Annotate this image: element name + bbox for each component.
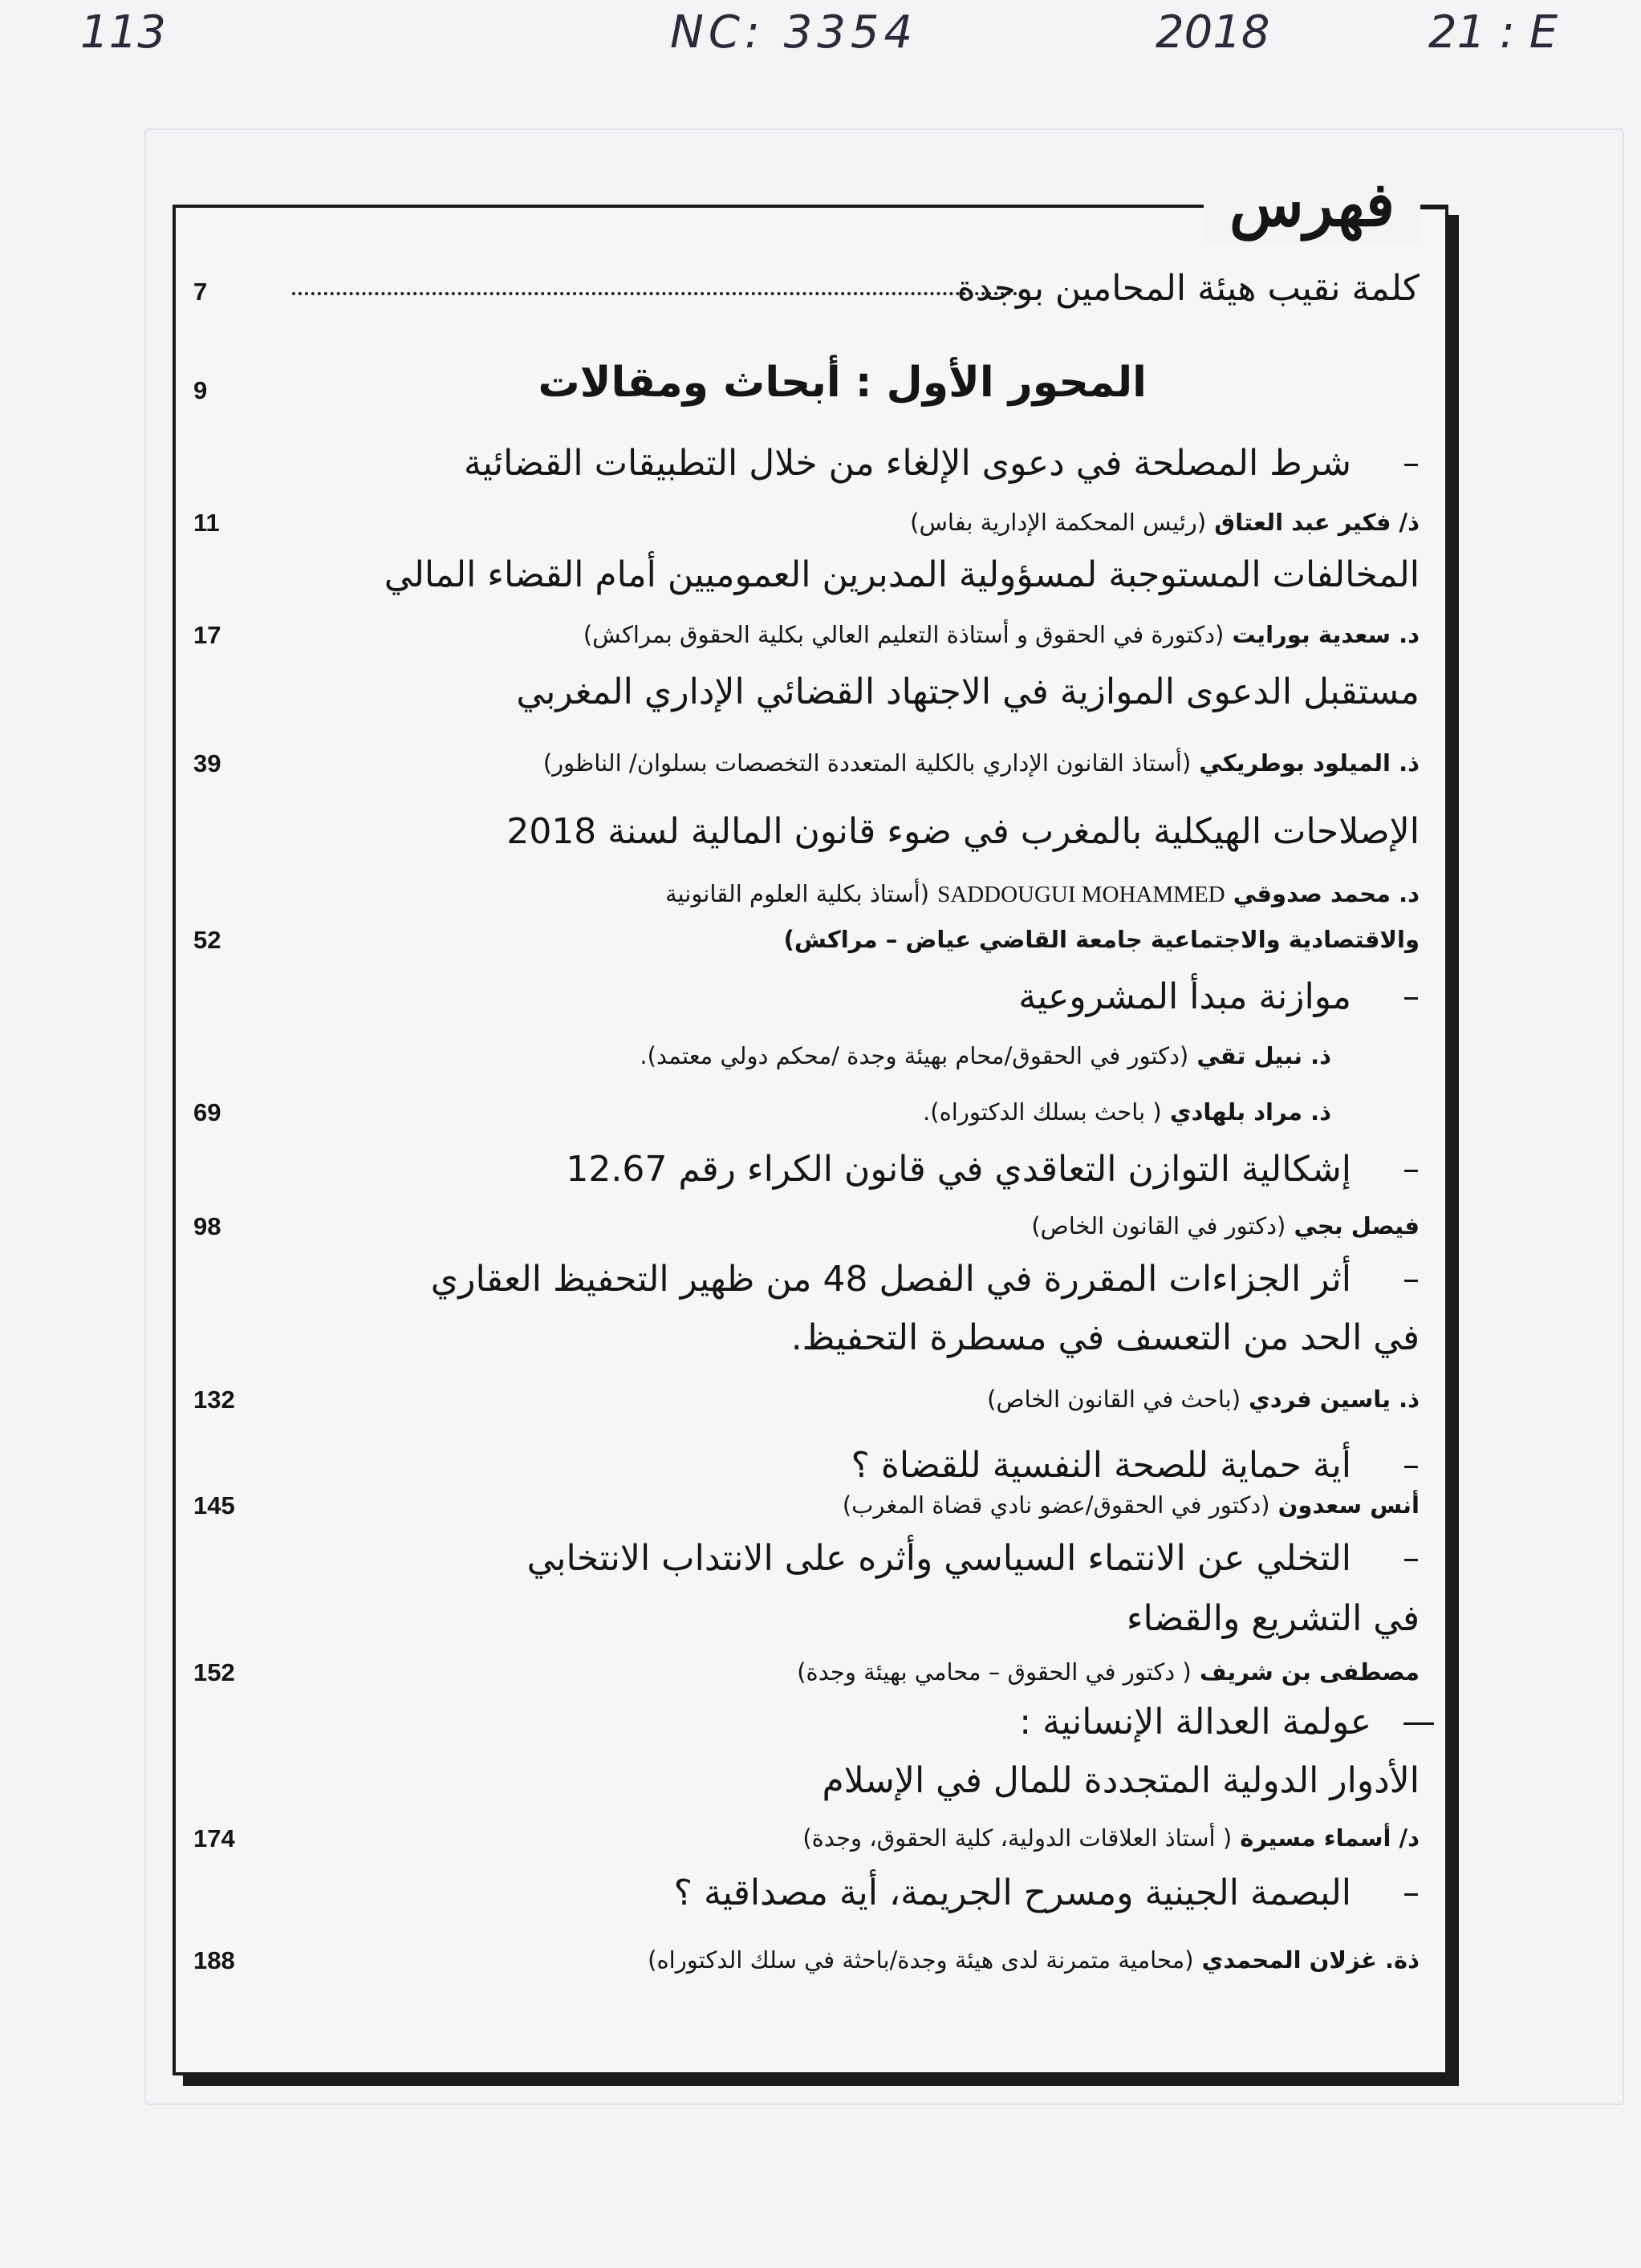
handwritten-code: 21 : E [1428,6,1558,59]
author-name-latin: SADDOUGUI MOHAMMED [937,882,1225,907]
dash-marker: — [1402,1702,1436,1741]
author-affiliation: ( باحث بسلك الدكتوراه). [923,1098,1162,1126]
toc-title: فهرس [1204,164,1420,245]
author-name: أنس سعدون [1277,1491,1420,1519]
handwritten-page-number: 113 [80,6,166,59]
author-name: ذ/ فكير عبد العتاق [1214,509,1420,536]
author-affiliation: (أستاذ بكلية العلوم القانونية [664,880,930,907]
page-number: 69 [193,1098,221,1126]
entry-title: البصمة الجينية ومسرح الجريمة، أية مصداقية ؟ [673,1872,1351,1913]
entry-title-continued: في التشريع والقضاء [1126,1598,1420,1639]
author-affiliation: ( دكتور في الحقوق – محامي بهيئة وجدة) [797,1658,1192,1686]
entry-title: إشكالية التوازن التعاقدي في قانون الكراء رقم 12.67 [566,1149,1351,1190]
author-affiliation: (باحث في القانون الخاص) [987,1386,1241,1413]
author-name: ذ. الميلود بوطريكي [1199,749,1420,777]
entry-title: شرط المصلحة في دعوى الإلغاء من خلال التطبيقات القضائية [464,443,1351,484]
entry-title: المخالفات المستوجبة لمسؤولية المدبرين العموميين أمام القضاء المالي [384,554,1420,595]
leader-dots [292,292,1030,295]
author-name: فيصل بجي [1294,1212,1420,1239]
dash-marker: – [1403,1445,1420,1484]
page-number: 11 [193,509,220,537]
entry-title: موازنة مبدأ المشروعية [1018,976,1351,1017]
dash-marker: – [1403,976,1420,1016]
entry-title: أثر الجزاءات المقررة في الفصل 48 من ظهير التحفيظ العقاري [430,1259,1351,1300]
author-affiliation: (دكتور في القانون الخاص) [1031,1212,1286,1239]
author-affiliation: (دكتور في الحقوق/عضو نادي قضاة المغرب) [842,1491,1270,1519]
page-number: 98 [193,1212,221,1240]
author-affiliation: (أستاذ القانون الإداري بالكلية المتعددة التخصصات بسلوان/ الناظور) [542,749,1192,777]
author-affiliation-continued: والاقتصادية والاجتماعية جامعة القاضي عياض – مراكش) [783,926,1420,953]
entry-title: مستقبل الدعوى الموازية في الاجتهاد القضائي الإداري المغربي [516,671,1420,712]
handwritten-year: 2018 [1156,6,1270,59]
author-affiliation: (محامية متمرنة لدى هيئة وجدة/باحثة في سلك الدكتوراه) [648,1946,1194,1974]
author-name: ذ. مراد بلهادي [1169,1098,1331,1126]
entry-title: كلمة نقيب هيئة المحامين بوجدة [957,268,1420,309]
author-name: مصطفى بن شريف [1199,1658,1420,1686]
page-number: 39 [193,749,221,777]
toc-frame [173,205,1448,2075]
section-title: المحور الأول : أبحاث ومقالات [538,359,1147,407]
entry-title-continued: الأدوار الدولية المتجددة للمال في الإسلام [822,1760,1420,1801]
page-number: 145 [193,1491,235,1519]
dash-marker: – [1403,443,1420,482]
author-name: د. محمد صدوقي [1233,880,1420,907]
page-number: 9 [193,376,208,404]
author-name: د. سعدية بورايت [1232,621,1420,648]
page-number: 132 [193,1386,235,1414]
author-name: د/ أسماء مسيرة [1240,1824,1420,1852]
entry-title: عولمة العدالة الإنسانية : [1019,1702,1371,1743]
author-name: ذ. ياسين فردي [1249,1386,1420,1413]
dash-marker: – [1403,1259,1420,1298]
author-name: ذ. نبيل تقي [1196,1042,1331,1069]
entry-title: التخلي عن الانتماء السياسي وأثره على الانتداب الانتخابي [526,1538,1351,1579]
author-name: ذة. غزلان المحمدي [1201,1946,1420,1974]
handwritten-reference: NC: 3354 [670,6,918,59]
author-affiliation: ( أستاذ العلاقات الدولية، كلية الحقوق، وجدة) [802,1824,1233,1852]
page-number: 174 [193,1824,235,1852]
entry-title: أية حماية للصحة النفسية للقضاة ؟ [851,1445,1351,1486]
dash-marker: – [1403,1538,1420,1577]
page-number: 7 [193,278,208,306]
page-number: 152 [193,1658,235,1686]
author-affiliation: (دكتور في الحقوق/محام بهيئة وجدة /محكم دولي معتمد). [640,1042,1189,1069]
author-affiliation: (رئيس المحكمة الإدارية بفاس) [910,509,1207,536]
entry-title: الإصلاحات الهيكلية بالمغرب في ضوء قانون المالية لسنة 2018 [506,811,1420,852]
page-number: 188 [193,1946,235,1974]
page-number: 17 [193,621,221,649]
dash-marker: – [1403,1872,1420,1912]
author-affiliation: (دكتورة في الحقوق و أستاذة التعليم العالي بكلية الحقوق بمراكش) [583,621,1225,648]
dash-marker: – [1403,1149,1420,1188]
page-number: 52 [193,926,221,954]
entry-title-continued: في الحد من التعسف في مسطرة التحفيظ. [790,1317,1420,1358]
